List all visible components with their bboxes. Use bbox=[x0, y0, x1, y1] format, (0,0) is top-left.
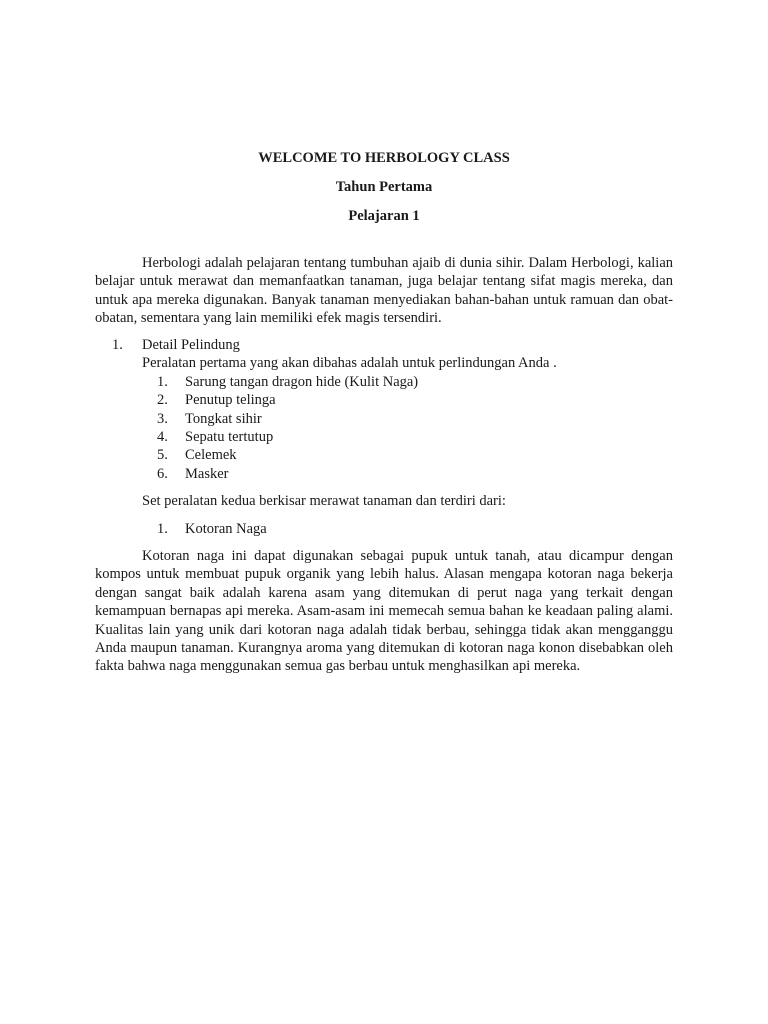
section-description: Peralatan pertama yang akan dibahas adalah untuk perlindungan Anda . bbox=[142, 355, 557, 372]
list-item bbox=[95, 373, 673, 391]
list-item-label: Sarung tangan dragon hide (Kulit Naga) bbox=[185, 373, 419, 390]
list-item-number: 1. bbox=[157, 373, 168, 390]
intro-paragraph: Herbologi adalah pelajaran tentang tumbuhan ajaib di dunia sihir. Dalam Herbologi, kalian belajar untuk merawat dan memanfaatkan tanaman, juga belajar tentang sifat magis mereka, dan untuk apa mereka digunakan. Banyak tanaman menyediakan bahan-bahan untuk ramuan dan obat-obatan, sementara yang lain memiliki efek magis tersendiri. bbox=[95, 255, 673, 327]
page-subtitle: Tahun Pertama bbox=[335, 179, 433, 195]
list-item-label: Penutup telinga bbox=[185, 392, 276, 409]
kotoran-paragraph: Kotoran naga ini dapat digunakan sebagai pupuk untuk tanah, atau dicampur dengan kompos untuk membuat pupuk organik yang lebih halus. Alasan mengapa kotoran naga bekerja dengan sangat baik adalah karena asam yang ditemukan di perut naga yang terkait dengan kemampuan bernapas api mereka. Asam-asam ini memecah semua bahan ke keadaan paling alami. Kualitas lain yang unik dari kotoran naga adalah tidak berbau, sehingga tidak akan mengganggu Anda maupun tanaman. Kurangnya aroma yang ditemukan di kotoran naga konon disebabkan oleh fakta bahwa naga menggunakan semua gas berbau untuk menghasilkan api mereka. bbox=[95, 548, 673, 675]
list-item-label: Sepatu tertutup bbox=[185, 429, 274, 446]
list-item bbox=[95, 446, 673, 464]
list-item-number: 2. bbox=[157, 392, 168, 409]
lesson-label: Pelajaran 1 bbox=[348, 208, 420, 224]
protective-equipment-list bbox=[95, 373, 673, 483]
page-title: WELCOME TO HERBOLOGY CLASS bbox=[258, 150, 510, 166]
list-item bbox=[95, 391, 673, 409]
list-item-label: Kotoran Naga bbox=[185, 521, 267, 537]
list-item-number: 4. bbox=[157, 429, 168, 446]
list-item-number: 1. bbox=[157, 521, 168, 537]
list-item-label: Masker bbox=[185, 465, 229, 482]
second-set-intro: Set peralatan kedua berkisar merawat tanaman dan terdiri dari: bbox=[142, 493, 506, 509]
list-item-label: Celemek bbox=[185, 447, 237, 464]
section-title: Detail Pelindung bbox=[142, 337, 240, 353]
list-item-number: 3. bbox=[157, 410, 168, 427]
care-equipment-item bbox=[157, 520, 267, 538]
list-item bbox=[95, 465, 673, 483]
list-item bbox=[95, 428, 673, 446]
list-item-label: Tongkat sihir bbox=[185, 410, 262, 427]
section-number: 1. bbox=[112, 337, 123, 353]
section-heading bbox=[95, 336, 673, 354]
section-detail-pelindung bbox=[95, 336, 673, 483]
list-item-number: 6. bbox=[157, 465, 168, 482]
list-item-number: 5. bbox=[157, 447, 168, 464]
title-block bbox=[0, 144, 768, 231]
list-item bbox=[95, 410, 673, 428]
